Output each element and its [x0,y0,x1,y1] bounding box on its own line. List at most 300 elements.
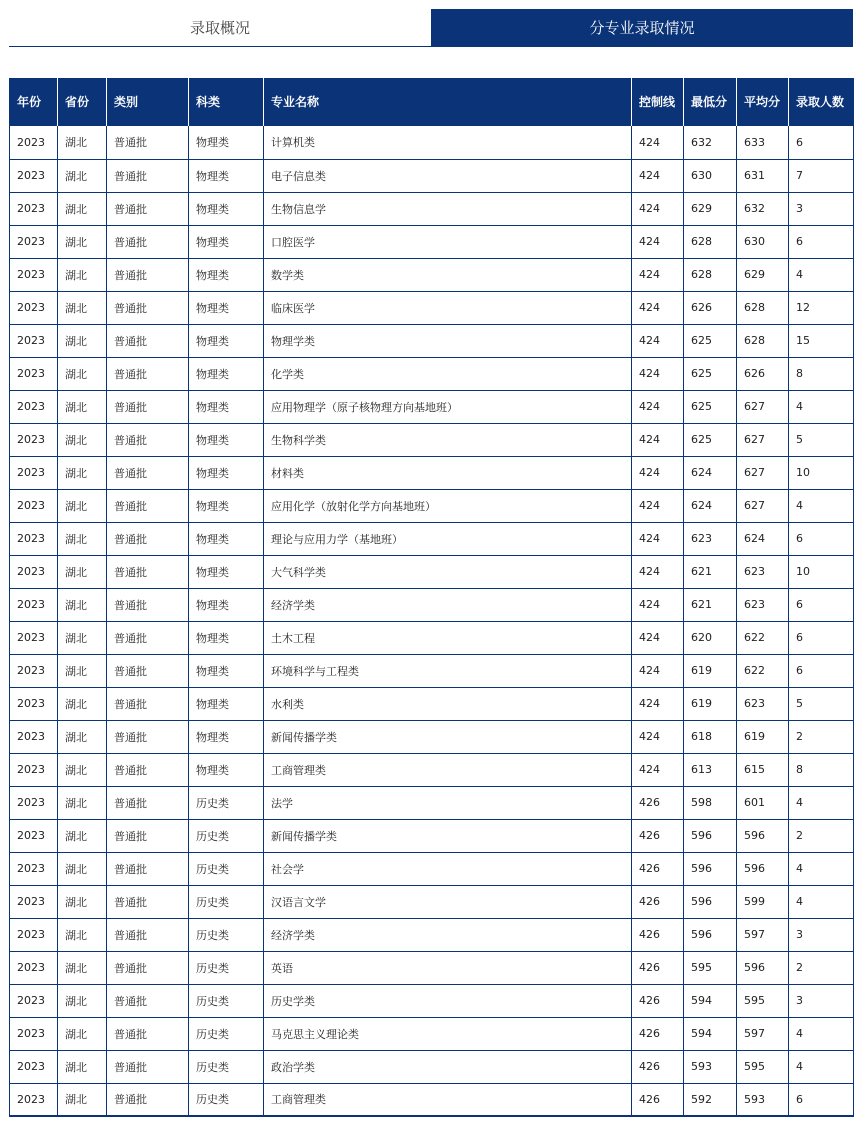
cell-admitted-count: 4 [789,489,854,522]
cell-min-score: 596 [684,918,737,951]
cell-year: 2023 [10,720,58,753]
cell-admitted-count: 3 [789,984,854,1017]
tab-admission-overview[interactable]: 录取概况 [9,9,431,47]
cell-min-score: 593 [684,1050,737,1083]
header-subject-type: 科类 [189,78,264,126]
cell-control-line: 424 [632,423,684,456]
table-row [10,1050,854,1083]
cell-admitted-count: 10 [789,456,854,489]
cell-major-name: 新闻传播学类 [264,720,632,753]
cell-avg-score: 627 [737,489,789,522]
cell-control-line: 424 [632,555,684,588]
cell-year: 2023 [10,588,58,621]
cell-batch: 普通批 [107,621,189,654]
cell-min-score: 594 [684,984,737,1017]
cell-admitted-count: 6 [789,621,854,654]
cell-avg-score: 623 [737,555,789,588]
cell-year: 2023 [10,159,58,192]
cell-province: 湖北 [58,1050,107,1083]
cell-admitted-count: 6 [789,225,854,258]
table-row [10,555,854,588]
cell-subject-type: 物理类 [189,555,264,588]
header-batch: 类别 [107,78,189,126]
cell-control-line: 426 [632,1017,684,1050]
cell-avg-score: 623 [737,588,789,621]
cell-major-name: 水利类 [264,687,632,720]
cell-min-score: 620 [684,621,737,654]
cell-province: 湖北 [58,687,107,720]
cell-major-name: 应用化学（放射化学方向基地班） [264,489,632,522]
table-row [10,621,854,654]
cell-avg-score: 622 [737,621,789,654]
cell-province: 湖北 [58,786,107,819]
cell-major-name: 历史学类 [264,984,632,1017]
cell-avg-score: 595 [737,984,789,1017]
cell-province: 湖北 [58,291,107,324]
cell-major-name: 工商管理类 [264,1083,632,1116]
cell-province: 湖北 [58,126,107,159]
cell-province: 湖北 [58,918,107,951]
cell-subject-type: 物理类 [189,192,264,225]
cell-year: 2023 [10,192,58,225]
cell-subject-type: 历史类 [189,786,264,819]
cell-admitted-count: 4 [789,786,854,819]
cell-subject-type: 历史类 [189,885,264,918]
cell-control-line: 424 [632,390,684,423]
cell-year: 2023 [10,951,58,984]
cell-year: 2023 [10,390,58,423]
cell-subject-type: 物理类 [189,126,264,159]
cell-province: 湖北 [58,225,107,258]
cell-subject-type: 物理类 [189,423,264,456]
cell-min-score: 595 [684,951,737,984]
cell-major-name: 新闻传播学类 [264,819,632,852]
cell-subject-type: 物理类 [189,258,264,291]
cell-year: 2023 [10,1050,58,1083]
cell-control-line: 424 [632,621,684,654]
cell-batch: 普通批 [107,786,189,819]
cell-avg-score: 593 [737,1083,789,1116]
cell-min-score: 613 [684,753,737,786]
tab-bar [9,9,853,47]
cell-batch: 普通批 [107,489,189,522]
cell-control-line: 424 [632,126,684,159]
table-row [10,984,854,1017]
cell-year: 2023 [10,423,58,456]
cell-min-score: 625 [684,324,737,357]
cell-year: 2023 [10,753,58,786]
cell-major-name: 汉语言文学 [264,885,632,918]
cell-subject-type: 物理类 [189,687,264,720]
cell-year: 2023 [10,687,58,720]
cell-batch: 普通批 [107,225,189,258]
cell-min-score: 625 [684,423,737,456]
cell-batch: 普通批 [107,390,189,423]
cell-control-line: 426 [632,951,684,984]
cell-admitted-count: 7 [789,159,854,192]
cell-batch: 普通批 [107,819,189,852]
cell-admitted-count: 10 [789,555,854,588]
cell-batch: 普通批 [107,555,189,588]
cell-major-name: 英语 [264,951,632,984]
cell-admitted-count: 2 [789,819,854,852]
cell-avg-score: 628 [737,324,789,357]
cell-province: 湖北 [58,456,107,489]
header-control-line: 控制线 [632,78,684,126]
cell-major-name: 电子信息类 [264,159,632,192]
cell-year: 2023 [10,291,58,324]
cell-subject-type: 物理类 [189,588,264,621]
cell-batch: 普通批 [107,1017,189,1050]
cell-min-score: 628 [684,225,737,258]
cell-avg-score: 622 [737,654,789,687]
table-header-row [10,78,854,126]
cell-major-name: 土木工程 [264,621,632,654]
cell-avg-score: 627 [737,390,789,423]
table-row [10,489,854,522]
header-min-score: 最低分 [684,78,737,126]
cell-admitted-count: 6 [789,126,854,159]
table-row [10,456,854,489]
cell-min-score: 619 [684,654,737,687]
cell-control-line: 424 [632,456,684,489]
cell-major-name: 马克思主义理论类 [264,1017,632,1050]
cell-year: 2023 [10,852,58,885]
table-row [10,852,854,885]
cell-min-score: 630 [684,159,737,192]
cell-province: 湖北 [58,588,107,621]
cell-subject-type: 物理类 [189,489,264,522]
cell-subject-type: 物理类 [189,225,264,258]
cell-admitted-count: 4 [789,1050,854,1083]
cell-control-line: 426 [632,984,684,1017]
cell-year: 2023 [10,1017,58,1050]
cell-min-score: 621 [684,588,737,621]
cell-avg-score: 624 [737,522,789,555]
admission-table [9,78,854,1117]
cell-admitted-count: 4 [789,390,854,423]
cell-avg-score: 595 [737,1050,789,1083]
cell-major-name: 材料类 [264,456,632,489]
cell-control-line: 426 [632,819,684,852]
cell-avg-score: 628 [737,291,789,324]
cell-min-score: 628 [684,258,737,291]
cell-min-score: 619 [684,687,737,720]
table-body [10,126,854,1116]
cell-admitted-count: 2 [789,951,854,984]
cell-subject-type: 物理类 [189,390,264,423]
table-row [10,126,854,159]
table-row [10,819,854,852]
table-row [10,951,854,984]
header-major-name: 专业名称 [264,78,632,126]
cell-year: 2023 [10,357,58,390]
cell-admitted-count: 6 [789,654,854,687]
table-row [10,522,854,555]
cell-subject-type: 物理类 [189,324,264,357]
cell-batch: 普通批 [107,522,189,555]
cell-province: 湖北 [58,720,107,753]
cell-province: 湖北 [58,654,107,687]
cell-avg-score: 596 [737,819,789,852]
cell-year: 2023 [10,489,58,522]
cell-province: 湖北 [58,390,107,423]
cell-subject-type: 历史类 [189,918,264,951]
cell-control-line: 424 [632,720,684,753]
cell-min-score: 598 [684,786,737,819]
cell-control-line: 424 [632,291,684,324]
cell-avg-score: 630 [737,225,789,258]
cell-batch: 普通批 [107,291,189,324]
cell-avg-score: 599 [737,885,789,918]
table-row [10,192,854,225]
cell-avg-score: 619 [737,720,789,753]
cell-avg-score: 627 [737,423,789,456]
cell-min-score: 626 [684,291,737,324]
cell-province: 湖北 [58,522,107,555]
cell-major-name: 生物科学类 [264,423,632,456]
cell-batch: 普通批 [107,654,189,687]
cell-province: 湖北 [58,951,107,984]
cell-control-line: 424 [632,588,684,621]
cell-admitted-count: 6 [789,588,854,621]
cell-subject-type: 物理类 [189,159,264,192]
cell-control-line: 424 [632,687,684,720]
cell-batch: 普通批 [107,192,189,225]
cell-batch: 普通批 [107,852,189,885]
cell-major-name: 口腔医学 [264,225,632,258]
cell-control-line: 424 [632,159,684,192]
cell-avg-score: 615 [737,753,789,786]
cell-avg-score: 632 [737,192,789,225]
cell-batch: 普通批 [107,588,189,621]
cell-subject-type: 历史类 [189,1017,264,1050]
cell-batch: 普通批 [107,885,189,918]
cell-control-line: 424 [632,522,684,555]
cell-control-line: 426 [632,1083,684,1116]
table-row [10,1083,854,1116]
cell-min-score: 625 [684,357,737,390]
cell-year: 2023 [10,918,58,951]
cell-batch: 普通批 [107,753,189,786]
cell-control-line: 426 [632,918,684,951]
cell-year: 2023 [10,555,58,588]
cell-major-name: 应用物理学（原子核物理方向基地班） [264,390,632,423]
cell-min-score: 624 [684,489,737,522]
cell-subject-type: 物理类 [189,654,264,687]
cell-subject-type: 物理类 [189,456,264,489]
cell-min-score: 623 [684,522,737,555]
cell-avg-score: 626 [737,357,789,390]
table-row [10,159,854,192]
cell-min-score: 621 [684,555,737,588]
cell-province: 湖北 [58,852,107,885]
header-province: 省份 [58,78,107,126]
cell-control-line: 424 [632,258,684,291]
cell-province: 湖北 [58,192,107,225]
cell-avg-score: 597 [737,918,789,951]
table-row [10,1017,854,1050]
cell-admitted-count: 6 [789,1083,854,1116]
cell-batch: 普通批 [107,258,189,291]
cell-year: 2023 [10,819,58,852]
cell-major-name: 临床医学 [264,291,632,324]
cell-avg-score: 596 [737,852,789,885]
cell-batch: 普通批 [107,126,189,159]
cell-year: 2023 [10,1083,58,1116]
cell-control-line: 426 [632,1050,684,1083]
cell-major-name: 物理学类 [264,324,632,357]
cell-batch: 普通批 [107,456,189,489]
cell-year: 2023 [10,456,58,489]
cell-control-line: 424 [632,225,684,258]
cell-major-name: 政治学类 [264,1050,632,1083]
cell-major-name: 社会学 [264,852,632,885]
cell-major-name: 经济学类 [264,918,632,951]
cell-min-score: 596 [684,819,737,852]
cell-major-name: 法学 [264,786,632,819]
cell-control-line: 424 [632,357,684,390]
cell-province: 湖北 [58,555,107,588]
cell-subject-type: 物理类 [189,291,264,324]
cell-min-score: 594 [684,1017,737,1050]
cell-avg-score: 633 [737,126,789,159]
cell-admitted-count: 5 [789,687,854,720]
table-row [10,390,854,423]
cell-major-name: 理论与应用力学（基地班） [264,522,632,555]
cell-batch: 普通批 [107,423,189,456]
cell-subject-type: 历史类 [189,984,264,1017]
header-year: 年份 [10,78,58,126]
table-row [10,588,854,621]
cell-major-name: 数学类 [264,258,632,291]
cell-control-line: 424 [632,654,684,687]
cell-major-name: 化学类 [264,357,632,390]
cell-subject-type: 历史类 [189,819,264,852]
cell-avg-score: 631 [737,159,789,192]
cell-province: 湖北 [58,753,107,786]
cell-province: 湖北 [58,423,107,456]
cell-avg-score: 627 [737,456,789,489]
cell-major-name: 工商管理类 [264,753,632,786]
cell-admitted-count: 8 [789,357,854,390]
cell-province: 湖北 [58,984,107,1017]
cell-major-name: 生物信息学 [264,192,632,225]
cell-year: 2023 [10,126,58,159]
cell-min-score: 596 [684,852,737,885]
cell-subject-type: 历史类 [189,1050,264,1083]
cell-admitted-count: 15 [789,324,854,357]
table-row [10,753,854,786]
table-row [10,357,854,390]
cell-province: 湖北 [58,819,107,852]
table-row [10,324,854,357]
cell-admitted-count: 4 [789,1017,854,1050]
cell-subject-type: 物理类 [189,522,264,555]
cell-year: 2023 [10,786,58,819]
cell-province: 湖北 [58,621,107,654]
table-row [10,687,854,720]
cell-min-score: 629 [684,192,737,225]
cell-subject-type: 历史类 [189,951,264,984]
cell-control-line: 424 [632,753,684,786]
cell-batch: 普通批 [107,1083,189,1116]
cell-admitted-count: 3 [789,918,854,951]
cell-province: 湖北 [58,357,107,390]
table-row [10,423,854,456]
cell-subject-type: 物理类 [189,357,264,390]
tab-admission-by-major[interactable]: 分专业录取情况 [431,9,853,47]
table-row [10,786,854,819]
cell-subject-type: 物理类 [189,753,264,786]
cell-subject-type: 物理类 [189,621,264,654]
cell-batch: 普通批 [107,687,189,720]
cell-major-name: 环境科学与工程类 [264,654,632,687]
cell-year: 2023 [10,885,58,918]
cell-admitted-count: 5 [789,423,854,456]
cell-avg-score: 597 [737,1017,789,1050]
cell-province: 湖北 [58,885,107,918]
cell-batch: 普通批 [107,984,189,1017]
cell-year: 2023 [10,621,58,654]
cell-min-score: 624 [684,456,737,489]
cell-min-score: 596 [684,885,737,918]
cell-admitted-count: 4 [789,885,854,918]
header-admitted-count: 录取人数 [789,78,854,126]
cell-province: 湖北 [58,324,107,357]
cell-control-line: 424 [632,192,684,225]
cell-admitted-count: 4 [789,852,854,885]
cell-year: 2023 [10,654,58,687]
cell-province: 湖北 [58,489,107,522]
cell-control-line: 424 [632,324,684,357]
table-row [10,885,854,918]
cell-avg-score: 596 [737,951,789,984]
cell-control-line: 426 [632,885,684,918]
table-row [10,258,854,291]
cell-subject-type: 历史类 [189,1083,264,1116]
cell-admitted-count: 4 [789,258,854,291]
cell-batch: 普通批 [107,159,189,192]
cell-province: 湖北 [58,159,107,192]
table-row [10,918,854,951]
cell-year: 2023 [10,984,58,1017]
cell-control-line: 424 [632,489,684,522]
cell-year: 2023 [10,258,58,291]
cell-year: 2023 [10,324,58,357]
cell-major-name: 计算机类 [264,126,632,159]
cell-province: 湖北 [58,1017,107,1050]
cell-subject-type: 历史类 [189,852,264,885]
header-avg-score: 平均分 [737,78,789,126]
cell-year: 2023 [10,522,58,555]
cell-admitted-count: 6 [789,522,854,555]
table-row [10,654,854,687]
cell-min-score: 618 [684,720,737,753]
cell-subject-type: 物理类 [189,720,264,753]
cell-batch: 普通批 [107,951,189,984]
cell-batch: 普通批 [107,357,189,390]
table-row [10,225,854,258]
cell-min-score: 592 [684,1083,737,1116]
cell-avg-score: 623 [737,687,789,720]
cell-batch: 普通批 [107,1050,189,1083]
cell-batch: 普通批 [107,720,189,753]
cell-avg-score: 601 [737,786,789,819]
cell-year: 2023 [10,225,58,258]
cell-control-line: 426 [632,786,684,819]
cell-control-line: 426 [632,852,684,885]
